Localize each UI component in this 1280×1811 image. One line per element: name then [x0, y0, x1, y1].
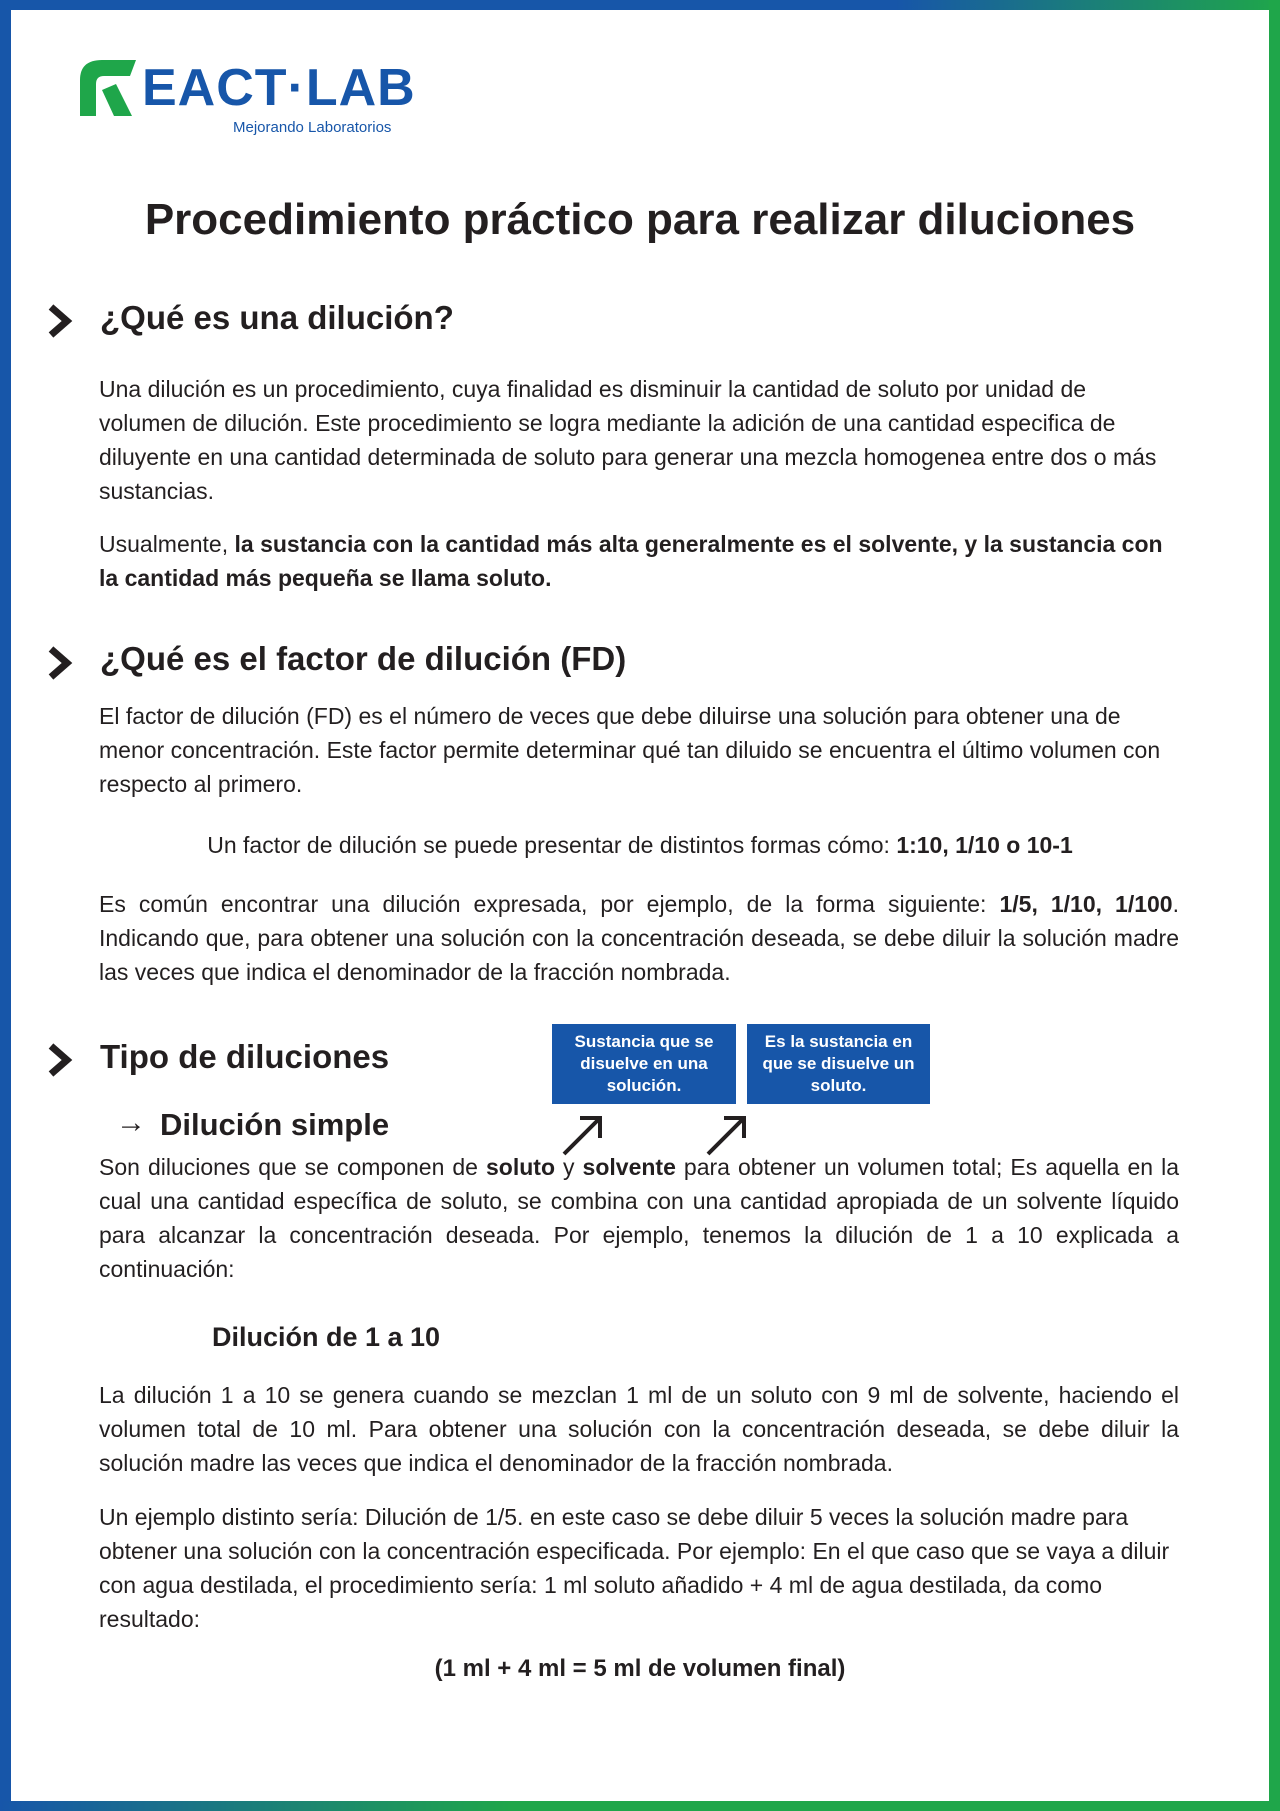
simple-solvente: solvente — [582, 1154, 676, 1180]
paragraph-factor-definicion: El factor de dilución (FD) es el número de veces que debe diluirse una solución para obtener una de menor concentración. Este factor permite determinar qué tan diluido se encuentra el último volumen con respecto al primero. — [99, 703, 1161, 797]
chevron-right-icon — [47, 1043, 73, 1077]
paragraph-ejemplo-1-5: Un ejemplo distinto sería: Dilución de 1/5. en este caso se debe diluir 5 veces la solución madre para obtener una solución con la concentración especificada. Por ejemplo: En el que caso que se vaya a diluir con agua destilada, el procedimiento sería: 1 ml soluto añadido + 4 ml de agua destilada, da como resultado: — [99, 1504, 1170, 1632]
callout-soluto: Sustancia que se disuelve en una solución. — [552, 1024, 736, 1104]
formas-lead: Un factor de dilución se puede presentar de distintos formas cómo: — [207, 832, 897, 858]
chevron-right-icon — [47, 304, 73, 338]
paragraph-ejemplo-1-a-10: La dilución 1 a 10 se genera cuando se mezclan 1 ml de un soluto con 9 ml de solvente, haciendo el volumen total de 10 ml. Para obtener una solución con la concentración deseada, se debe diluir la solución madre las veces que indica el denominador de la fracción nombrada. — [99, 1382, 1179, 1476]
paragraph-factor-formas — [0, 832, 1280, 859]
callout-solvente: Es la sustancia en que se disuelve un soluto. — [747, 1024, 930, 1104]
simple-y: y — [555, 1154, 583, 1180]
ejemplo-rest: . Indicando que, para obtener una solución con la concentración deseada, se debe diluir la solución madre las veces que indica el denominador de la fracción nombrada. — [99, 891, 1179, 985]
paragraph-dilucion-simple — [99, 1150, 1179, 1286]
frame-border-top — [0, 0, 1280, 10]
logo-tagline: Mejorando Laboratorios — [233, 119, 392, 136]
subheading-dilucion-1-a-10: Dilución de 1 a 10 — [212, 1322, 441, 1352]
paragraph-factor-ejemplo — [99, 887, 1179, 989]
react-lab-logo — [80, 58, 420, 138]
formas-bold: 1:10, 1/10 o 10-1 — [896, 832, 1073, 858]
logo-r-mark-icon — [80, 58, 138, 116]
chevron-right-icon — [47, 646, 73, 680]
frame-border-right — [1269, 0, 1280, 1811]
frame-border-bottom — [0, 1801, 1280, 1811]
simple-lead: Son diluciones que se componen de — [99, 1154, 486, 1180]
simple-rest: para obtener un volumen total; Es aquella en la cual una cantidad específica de soluto, se combina con una cantidad apropiada de un solvente líquido para alcanzar la concentración deseada. Por ejemplo, tenemos la dilución de 1 a 10 explicada a continuación: — [99, 1154, 1179, 1282]
ejemplo-bold: 1/5, 1/10, 1/100 — [999, 891, 1173, 917]
usualmente-lead: Usualmente, — [99, 531, 235, 557]
arrow-right-icon: → — [116, 1106, 146, 1139]
usualmente-bold: la sustancia con la cantidad más alta generalmente es el solvente, y la sustancia con la cantidad más pequeña se llama soluto. — [99, 531, 1163, 591]
ejemplo-lead: Es común encontrar una dilución expresada, por ejemplo, de la forma siguiente: — [99, 891, 1000, 917]
frame-border-left — [0, 0, 11, 1811]
subheading-dilucion-simple: Dilución simple — [160, 1107, 390, 1142]
result-line: (1 ml + 4 ml = 5 ml de volumen final) — [434, 1655, 846, 1682]
paragraph-usualmente — [99, 527, 1179, 595]
simple-soluto: soluto — [486, 1154, 555, 1180]
section-heading-factor: ¿Qué es el factor de dilución (FD) — [100, 640, 627, 677]
section-heading-tipos: Tipo de diluciones — [100, 1038, 390, 1075]
paragraph-definicion: Una dilución es un procedimiento, cuya finalidad es disminuir la cantidad de soluto por unidad de volumen de dilución. Este procedimiento se logra mediante la adición de una cantidad especifica de diluyente en una cantidad determinada de soluto para generar una mezcla homogenea entre dos o más sustancias. — [99, 376, 1157, 504]
logo-wordmark: EACT·LAB — [142, 59, 416, 117]
section-heading-que-es: ¿Qué es una dilución? — [100, 299, 454, 336]
page-title: Procedimiento práctico para realizar diluciones — [144, 195, 1136, 244]
